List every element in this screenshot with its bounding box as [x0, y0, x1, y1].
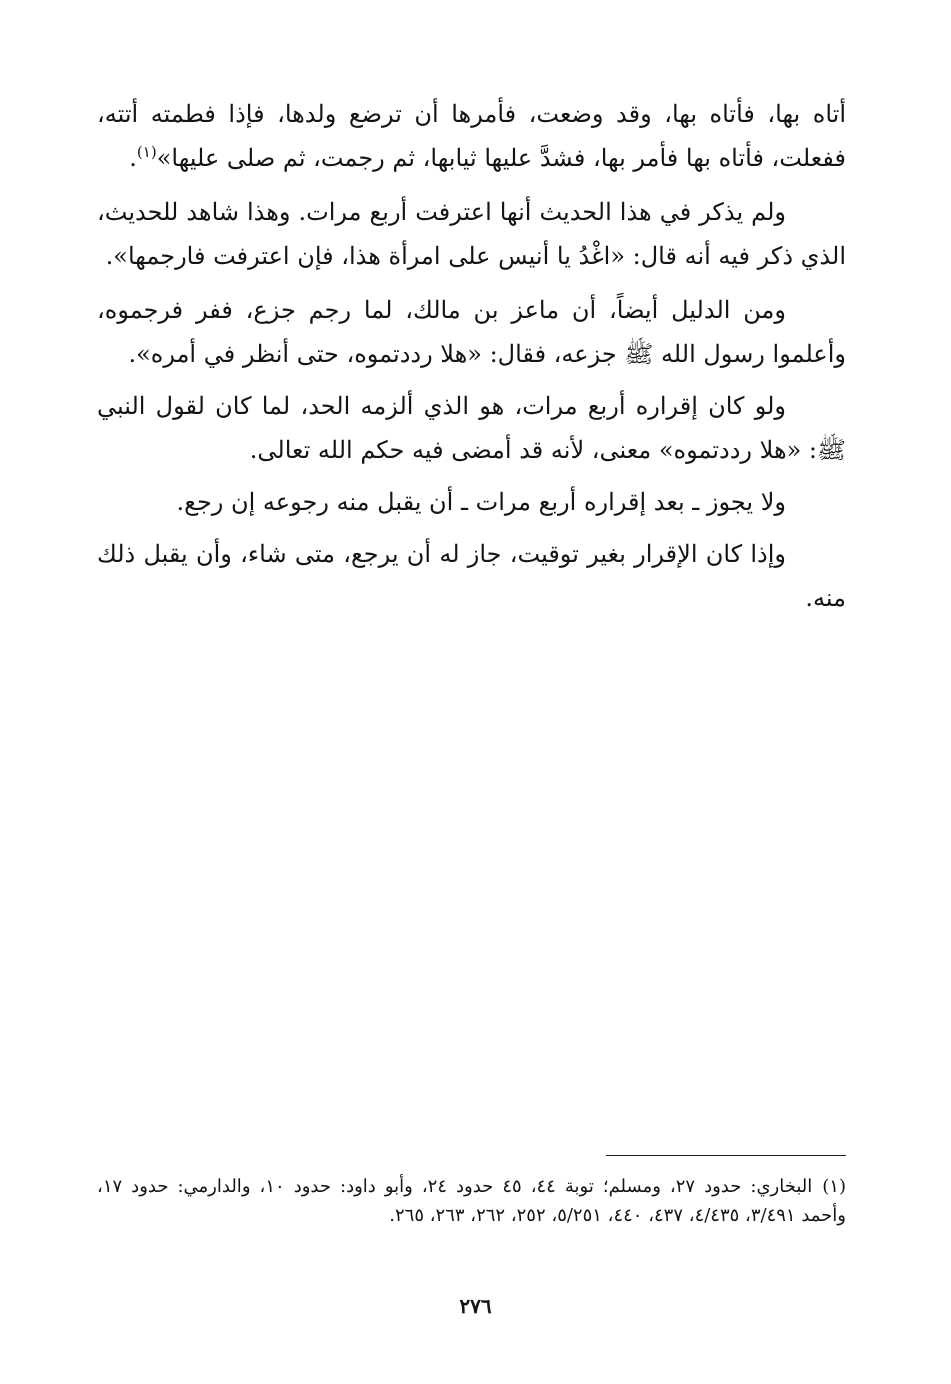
footnote-divider	[606, 1155, 846, 1156]
paragraph-2: ولم يذكر في هذا الحديث أنها اعترفت أربع مرات. وهذا شاهد للحديث، الذي ذكر فيه أنه قال: «اغْدُ يا أنيس على امرأة هذا، فإن اعترفت فارجمها».	[97, 198, 846, 270]
footnote-1-text: البخاري: حدود ٢٧، ومسلم؛ توبة ٤٤، ٤٥ حدود ٢٤، وأبو داود: حدود ١٠، والدارمي: حدود ١٧، وأحمد ٣/٤٩١، ٤/٤٣٥، ٤٣٧، ٤٤٠، ٥/٢٥١، ٢٥٢، ٢٦٢، ٢٦٣، ٢٦٥.	[97, 1176, 846, 1226]
paragraph-1-text: أتاه بها، فأتاه بها، وقد وضعت، فأمرها أن ترضع ولدها، فإذا فطمته أتته، ففعلت، فأتاه بها فأمر بها، فشدَّ عليها ثيابها، ثم رجمت، ثم صلى عليها»	[97, 100, 846, 172]
paragraph-4: ولو كان إقراره أربع مرات، هو الذي ألزمه الحد، لما كان لقول النبي ﷺ: «هلا رددتموه» معنى، لأنه قد أمضى فيه حكم الله تعالى.	[97, 392, 846, 464]
paragraph-5: ولا يجوز ـ بعد إقراره أربع مرات ـ أن يقبل منه رجوعه إن رجع.	[176, 488, 786, 516]
main-text	[97, 92, 846, 628]
footnote-1-marker: (١)	[822, 1176, 846, 1197]
paragraph-1	[97, 92, 846, 180]
footnote-1	[97, 1172, 846, 1230]
paragraph-6: وإذا كان الإقرار بغير توقيت، جاز له أن يرجع، متى شاء، وأن يقبل ذلك منه.	[97, 540, 846, 612]
paragraph-1-tail: .	[129, 144, 137, 172]
footnotes	[97, 1172, 846, 1230]
page-number: ٢٧٦	[459, 1294, 492, 1318]
footnote-reference: (١)	[136, 143, 157, 161]
paragraph-3: ومن الدليل أيضاً، أن ماعز بن مالك، لما رجم جزع، ففر فرجموه، وأعلموا رسول الله ﷺ جزعه، فقال: «هلا رددتموه، حتى أنظر في أمره».	[97, 296, 846, 368]
